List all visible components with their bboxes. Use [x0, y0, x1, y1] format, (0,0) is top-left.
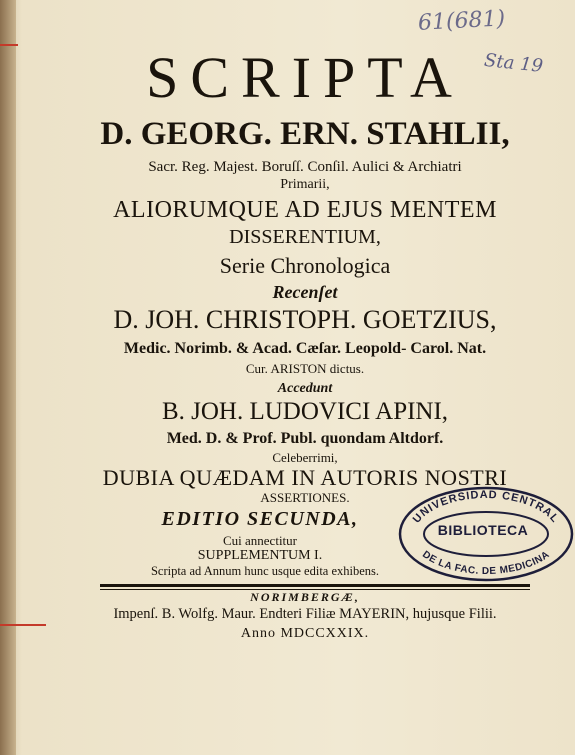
margin-red-line [0, 624, 46, 626]
others-line-2: DISSERENTIUM, [229, 226, 381, 248]
book-binding-edge [0, 0, 16, 755]
editor-titles: Medic. Norimb. & Acad. Cæſar. Leopold- Carol. Nat. [123, 340, 487, 357]
imprint-publisher: Impenſ. B. Wolfg. Maur. Endteri Filiæ MAYERIN, hujusque Filii. [113, 606, 497, 622]
apini-titles: Med. D. & Prof. Publ. quondam Altdorf. [166, 430, 444, 447]
handwritten-shelfmark: 61(681) [417, 6, 506, 36]
author-titles-line-2: Primarii, [280, 177, 330, 192]
stamp-top-text: UNIVERSIDAD CENTRAL [410, 488, 562, 526]
handwritten-note: Sta 19 [483, 49, 544, 77]
author-name: D. GEORG. ERN. STAHLII, [100, 116, 510, 152]
editor-cur: Cur. ARISTON dictus. [245, 361, 365, 376]
accedunt: Accedunt [277, 381, 333, 396]
author-titles-line-1: Sacr. Reg. Majest. Boruſſ. Conſil. Aulici & Archiatri [148, 159, 462, 175]
svg-text:UNIVERSIDAD CENTRAL [411, 489, 561, 526]
others-line-1: ALIORUMQUE AD EJUS MENTEM [113, 197, 497, 223]
margin-red-line-top [0, 44, 18, 46]
scripta-ad-annum: Scripta ad Annum hunc usque edita exhibens. [150, 564, 380, 578]
supplementum: SUPPLEMENTUM I. [197, 548, 323, 563]
stamp-center-text: BIBLIOTECA [437, 522, 529, 538]
editor-name: D. JOH. CHRISTOPH. GOETZIUS, [113, 305, 497, 334]
main-title: SCRIPTA [146, 45, 464, 110]
divider-thick [100, 584, 530, 587]
imprint-place: NORIMBERGÆ, [250, 590, 360, 604]
cui-annectitur: Cui annectitur [222, 533, 297, 548]
serie-chronologica: Serie Chronologica [219, 253, 391, 278]
assertiones: ASSERTIONES. [260, 490, 350, 505]
stamp-bottom-text: DE LA FAC. DE MEDICINA [420, 549, 552, 578]
celeberrimi: Celeberrimi, [272, 450, 338, 465]
recenset: Recenſet [272, 282, 338, 302]
imprint-year: Anno MDCCXXIX. [240, 626, 370, 641]
dubia-line: DUBIA QUÆDAM IN AUTORIS NOSTRI [102, 465, 508, 490]
apini-name: B. JOH. LUDOVICI APINI, [161, 398, 449, 425]
editio-secunda: EDITIO SECUNDA, [161, 508, 359, 530]
